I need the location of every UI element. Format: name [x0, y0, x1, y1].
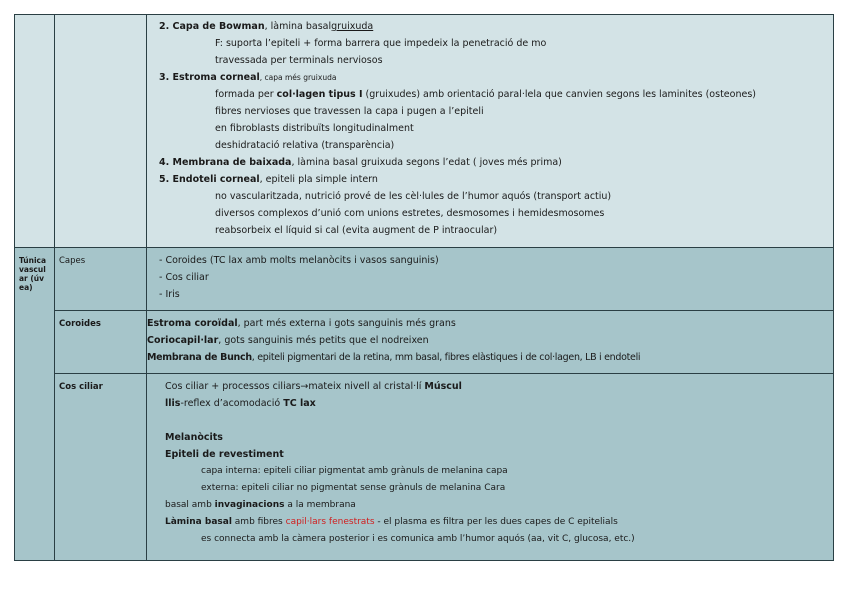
- cornea-row: [15, 15, 834, 248]
- capes-content: [147, 248, 834, 311]
- coroides-item: Membrana de Bunch, epiteli pigmentari de la retina, mm basal, fibres elàstiques i de col·lagen, LB i endoteli: [147, 352, 641, 363]
- capes-row: [15, 248, 834, 311]
- cos-ciliar-label: Cos ciliar: [59, 382, 103, 392]
- membrana-heading: 4. Membrana de baixada, làmina basal gruixuda segons l’edat ( joves més prima): [159, 157, 562, 168]
- capes-item: - Coroides (TC lax amb molts melanòcits i vasos sanguinis): [159, 255, 439, 266]
- endoteli-line-2: diversos complexos d’unió com unions estretes, desmosomes i hemidesmosomes: [215, 208, 605, 219]
- cornea-content: [147, 15, 834, 248]
- coroides-item: Estroma coroïdal, part més externa i gots sanguinis més grans: [147, 318, 456, 329]
- cos-ciliar-line-2: llis-reflex d’acomodació TC lax: [165, 398, 316, 409]
- endoteli-line-3: reabsorbeix el líquid si cal (evita augment de P intraocular): [215, 225, 498, 236]
- estroma-line-2: fibres nervioses que travessen la capa i pugen a l’epiteli: [215, 106, 484, 117]
- estroma-heading: 3. Estroma corneal, capa més gruixuda: [159, 72, 337, 83]
- estroma-line-3: en fibroblasts distribuïts longitudinalment: [215, 123, 414, 134]
- melanocits-heading: Melanòcits: [165, 432, 223, 443]
- capa-interna-line: capa interna: epiteli ciliar pigmentat amb grànuls de melanina capa: [201, 466, 508, 476]
- bowman-line-1: F: suporta l’epiteli + forma barrera que impedeix la penetració de mo: [215, 38, 547, 49]
- estroma-line-4: deshidratació relativa (transparència): [215, 140, 395, 151]
- basal-line: basal amb invaginacions a la membrana: [165, 500, 356, 510]
- capes-label: Capes: [59, 256, 86, 266]
- cos-ciliar-row: [15, 374, 834, 561]
- externa-line: externa: epiteli ciliar no pigmentat sense grànuls de melanina Cara: [201, 483, 506, 493]
- bowman-heading: 2. Capa de Bowman, làmina basalgruixuda: [159, 21, 374, 32]
- section-cell: [15, 248, 55, 561]
- connecta-line: es connecta amb la càmera posterior i es comunica amb l’humor aquós (aa, vit C, glucosa, etc.): [201, 534, 635, 544]
- notes-table: [14, 14, 834, 561]
- coroides-label-cell: [55, 311, 147, 374]
- endoteli-heading: 5. Endoteli corneal, epiteli pla simple intern: [159, 174, 378, 185]
- coroides-content: [147, 311, 834, 374]
- coroides-item: Coriocapil·lar, gots sanguinis més petits que el nodreixen: [147, 335, 429, 346]
- coroides-label: Coroides: [59, 319, 101, 329]
- empty-section-cell: [15, 15, 55, 248]
- epiteli-heading: Epiteli de revestiment: [165, 449, 284, 460]
- bowman-line-2: travessada per terminals nerviosos: [215, 55, 383, 66]
- coroides-row: [15, 311, 834, 374]
- capes-item: - Iris: [159, 289, 180, 300]
- section-label: Túnica vascular (úvea): [19, 256, 47, 292]
- endoteli-line-1: no vascularitzada, nutrició prové de les cèl·lules de l’humor aquós (transport actiu): [215, 191, 612, 202]
- cos-ciliar-content: [147, 374, 834, 561]
- estroma-line-1: formada per col·lagen tipus I (gruixudes) amb orientació paral·lela que canvien segons les laminites (osteones): [215, 89, 756, 100]
- capes-label-cell: [55, 248, 147, 311]
- empty-sub-cell: [55, 15, 147, 248]
- cos-ciliar-line-1: Cos ciliar + processos ciliars→mateix nivell al cristal·lí Múscul: [165, 381, 462, 392]
- capes-item: - Cos ciliar: [159, 272, 209, 283]
- cos-ciliar-label-cell: [55, 374, 147, 561]
- lamina-basal-line: Làmina basal amb fibres capil·lars fenestrats - el plasma es filtra per les dues capes de C epitelials: [165, 517, 618, 527]
